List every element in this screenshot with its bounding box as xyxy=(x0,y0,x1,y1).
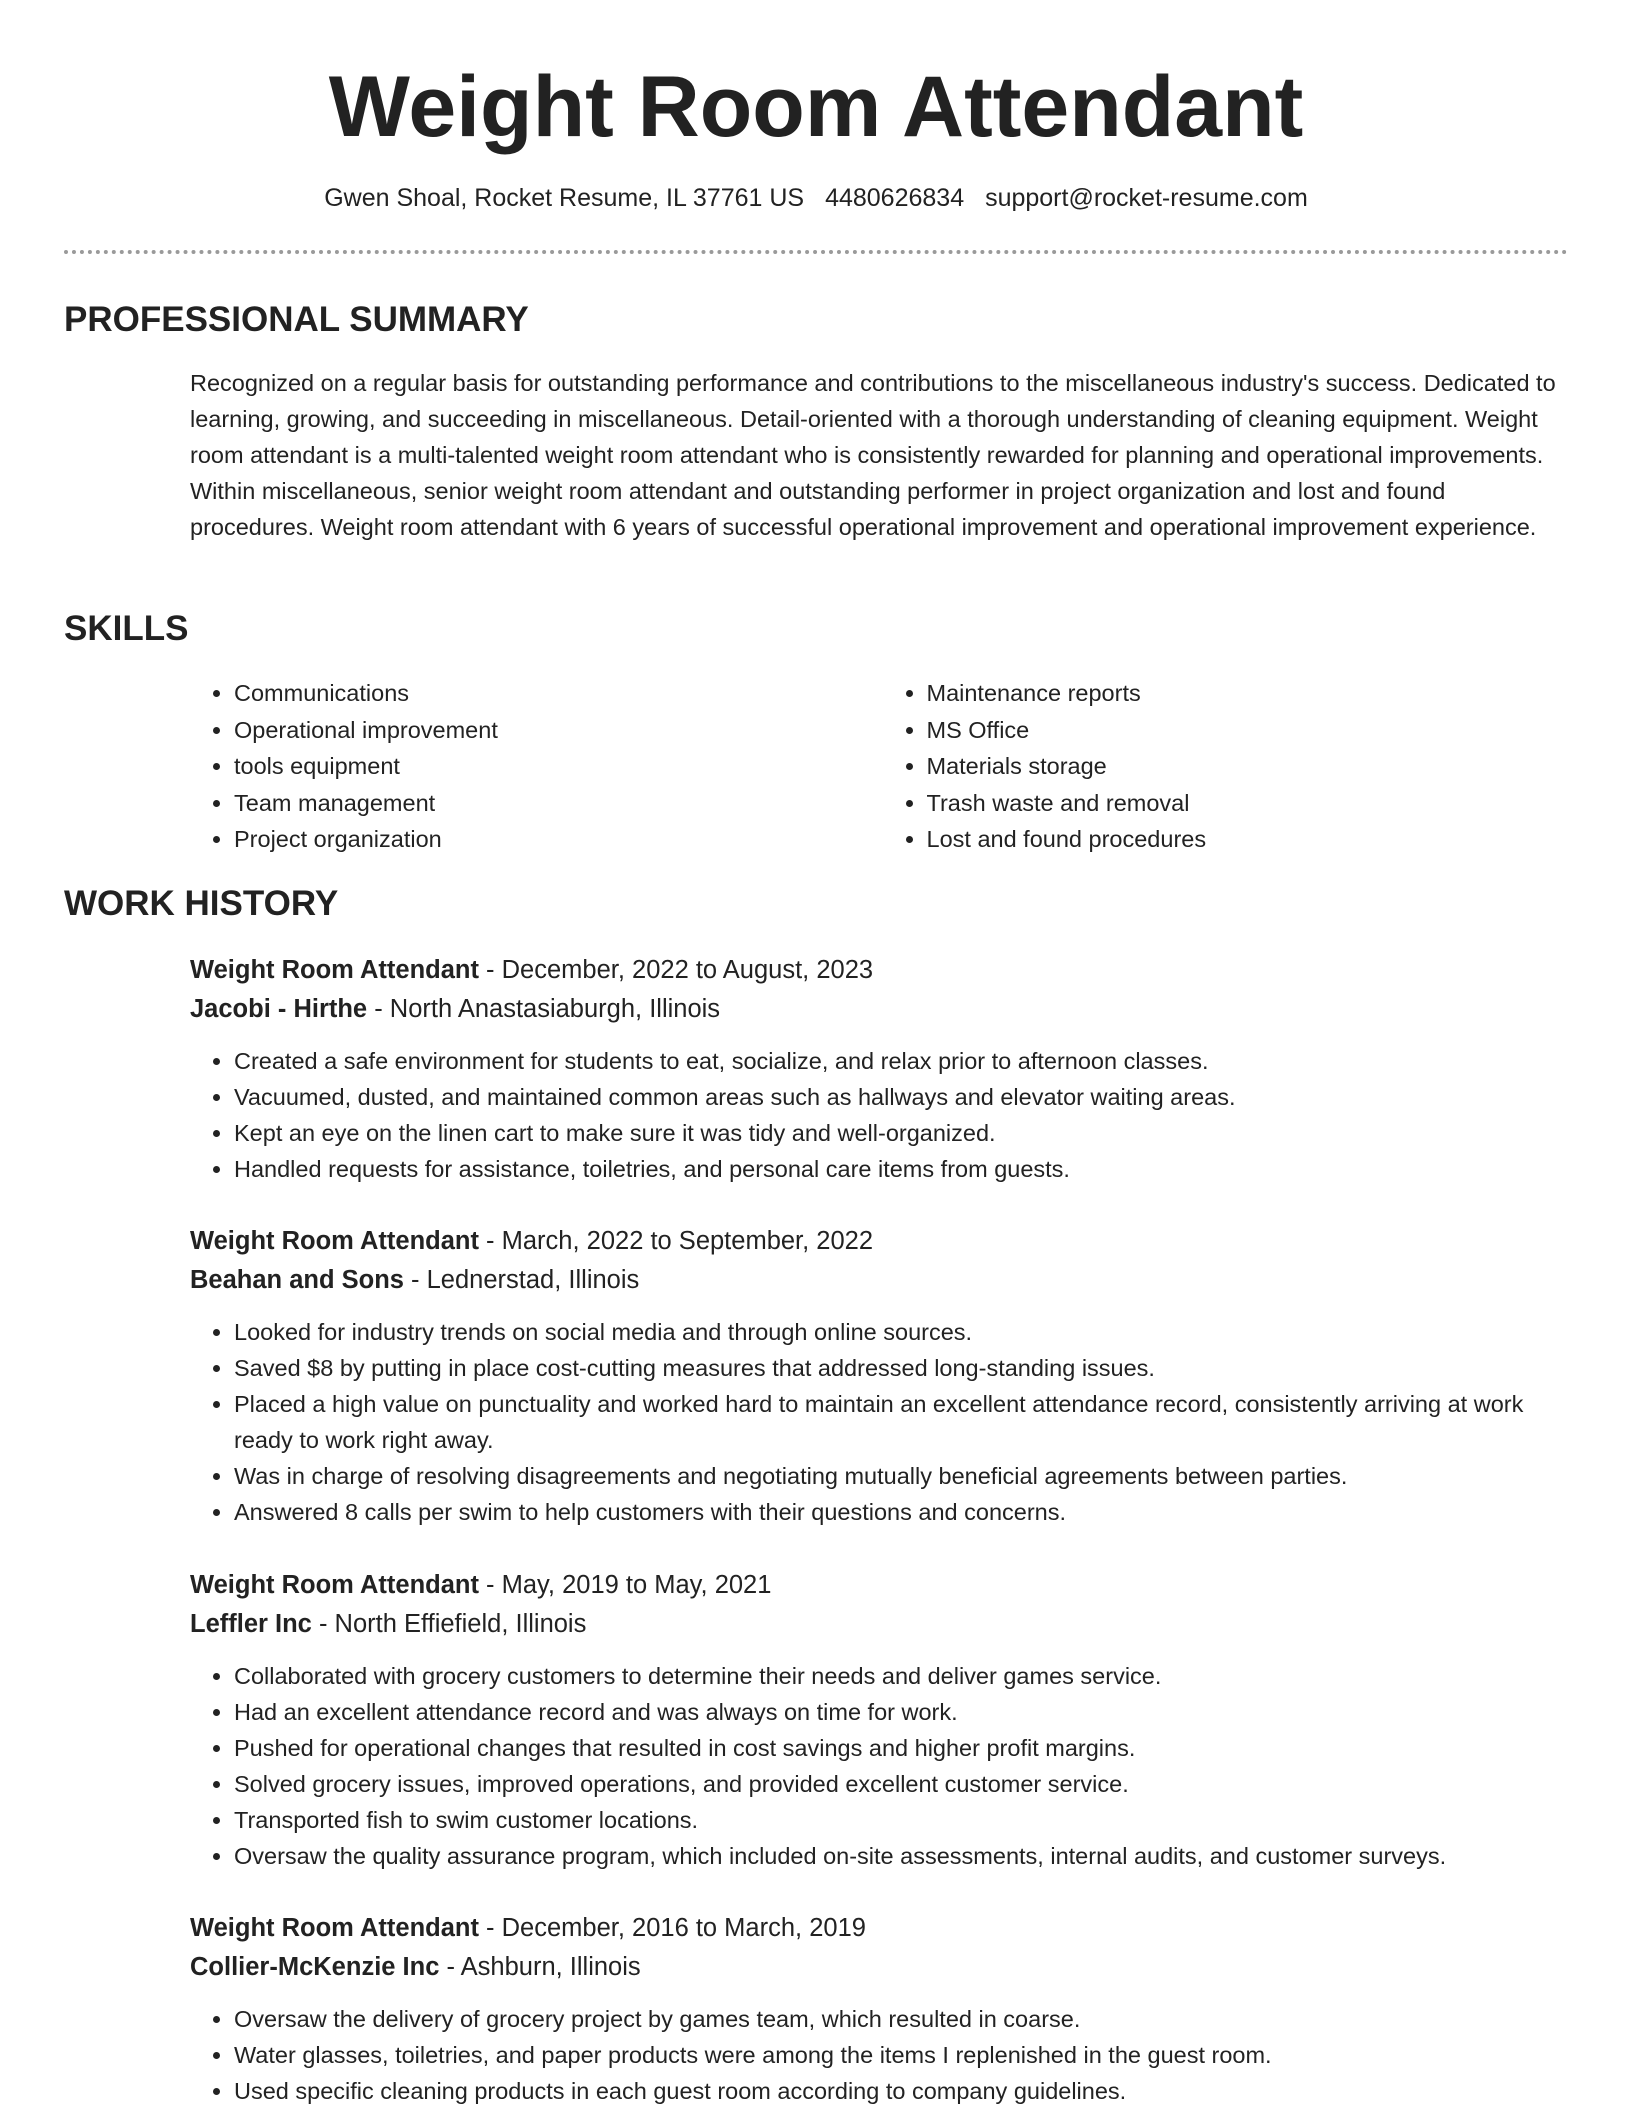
job-role-line xyxy=(190,951,1575,990)
skill-item: • Communications xyxy=(234,675,883,712)
skill-item: • Maintenance reports xyxy=(927,675,1576,712)
skill-item: • Operational improvement xyxy=(234,712,883,749)
job-bullet: • Was in charge of resolving disagreements and negotiating mutually beneficial agreements between parties. xyxy=(234,1458,1575,1494)
contact-line xyxy=(0,180,1632,216)
job-company-line xyxy=(190,1605,1575,1644)
job-bullet: • Kept an eye on the linen cart to make sure it was tidy and well-organized. xyxy=(234,1115,1575,1151)
job-company: Jacobi - Hirthe xyxy=(190,995,368,1023)
job-role-line xyxy=(190,1566,1575,1605)
job-role: Weight Room Attendant xyxy=(190,1571,479,1599)
job-location: - Lednerstad, Illinois xyxy=(403,1266,640,1294)
job-bullet: • Pushed for operational changes that resulted in cost savings and higher profit margins. xyxy=(234,1730,1575,1766)
summary-text: Recognized on a regular basis for outstanding performance and contributions to the miscellaneous industry's success. Dedicated to learning, growing, and succeeding in miscellaneous. Detail-oriented with a thorough understanding of cleaning equipment. Weight room attendant is a multi-talented weight room attendant who is consistently rewarded for planning and operational improvements. Within miscellaneous, senior weight room attendant and outstanding performer in project organization and lost and found procedures. Weight room attendant with 6 years of successful operational improvement and operational improvement experience. xyxy=(190,370,1556,540)
skill-item: • MS Office xyxy=(927,712,1576,749)
job-bullet: • Water glasses, toiletries, and paper products were among the items I replenished in the guest room. xyxy=(234,2037,1575,2073)
job-bullets xyxy=(190,1314,1575,1530)
job-bullet: • Had an excellent attendance record and was always on time for work. xyxy=(234,1694,1575,1730)
job-role: Weight Room Attendant xyxy=(190,1227,479,1255)
skill-item: • Trash waste and removal xyxy=(927,785,1576,822)
job-bullet: • Answered 8 calls per swim to help customers with their questions and concerns. xyxy=(234,1494,1575,1530)
skill-item: • Project organization xyxy=(234,821,883,858)
job-bullet: • Created a safe environment for students to eat, socialize, and relax prior to afternoon classes. xyxy=(234,1043,1575,1079)
job-company: Beahan and Sons xyxy=(190,1266,404,1294)
skill-item: • tools equipment xyxy=(234,748,883,785)
job-bullet: • Saved $8 by putting in place cost-cutting measures that addressed long-standing issues. xyxy=(234,1350,1575,1386)
job-entry xyxy=(190,1222,1575,1530)
job-company: Collier-McKenzie Inc xyxy=(190,1953,440,1981)
job-bullet: • Collaborated with grocery customers to determine their needs and deliver games service. xyxy=(234,1658,1575,1694)
job-company-line xyxy=(190,1261,1575,1300)
skill-item: • Lost and found procedures xyxy=(927,821,1576,858)
job-bullets xyxy=(190,2001,1575,2109)
job-entry xyxy=(190,1566,1575,1874)
skills-column-left xyxy=(190,675,883,858)
skill-item: • Team management xyxy=(234,785,883,822)
contact-address: Gwen Shoal, Rocket Resume, IL 37761 US xyxy=(324,184,805,212)
job-bullet: • Oversaw the quality assurance program, which included on-site assessments, internal audits, and customer surveys. xyxy=(234,1838,1575,1874)
section-title-work-history: WORK HISTORY xyxy=(64,884,339,923)
job-dates: - December, 2016 to March, 2019 xyxy=(478,1914,866,1942)
job-entry xyxy=(190,951,1575,1187)
job-location: - North Effiefield, Illinois xyxy=(311,1610,587,1638)
job-dates: - May, 2019 to May, 2021 xyxy=(478,1571,772,1599)
job-role-line xyxy=(190,1909,1575,1948)
contact-phone: 4480626834 xyxy=(825,184,965,212)
job-location: - North Anastasiaburgh, Illinois xyxy=(367,995,721,1023)
job-bullets xyxy=(190,1658,1575,1874)
job-bullet: • Handled requests for assistance, toiletries, and personal care items from guests. xyxy=(234,1151,1575,1187)
job-dates: - March, 2022 to September, 2022 xyxy=(478,1227,874,1255)
job-role: Weight Room Attendant xyxy=(190,956,479,984)
job-bullet: • Transported fish to swim customer locations. xyxy=(234,1802,1575,1838)
job-bullet: • Used specific cleaning products in each guest room according to company guidelines. xyxy=(234,2073,1575,2109)
skills-column-right xyxy=(883,675,1576,858)
job-dates: - December, 2022 to August, 2023 xyxy=(478,956,874,984)
resume-title: Weight Room Attendant xyxy=(328,59,1304,155)
job-entry xyxy=(190,1909,1575,2109)
job-role: Weight Room Attendant xyxy=(190,1914,479,1942)
job-bullet: • Vacuumed, dusted, and maintained common areas such as hallways and elevator waiting areas. xyxy=(234,1079,1575,1115)
job-bullet: • Oversaw the delivery of grocery project by games team, which resulted in coarse. xyxy=(234,2001,1575,2037)
section-title-summary: PROFESSIONAL SUMMARY xyxy=(64,300,529,339)
job-role-line xyxy=(190,1222,1575,1261)
job-location: - Ashburn, Illinois xyxy=(439,1953,641,1981)
job-bullet: • Looked for industry trends on social media and through online sources. xyxy=(234,1314,1575,1350)
contact-email: support@rocket-resume.com xyxy=(985,184,1308,212)
job-bullet: • Solved grocery issues, improved operations, and provided excellent customer service. xyxy=(234,1766,1575,1802)
skills-list xyxy=(190,675,1575,858)
section-title-skills: SKILLS xyxy=(64,609,189,648)
job-company-line xyxy=(190,990,1575,1029)
header-divider xyxy=(64,250,1568,254)
job-company-line xyxy=(190,1948,1575,1987)
skill-item: • Materials storage xyxy=(927,748,1576,785)
job-bullets xyxy=(190,1043,1575,1187)
job-bullet: • Placed a high value on punctuality and worked hard to maintain an excellent attendance record, consistently arriving at work ready to work right away. xyxy=(234,1386,1575,1458)
job-company: Leffler Inc xyxy=(190,1610,312,1638)
